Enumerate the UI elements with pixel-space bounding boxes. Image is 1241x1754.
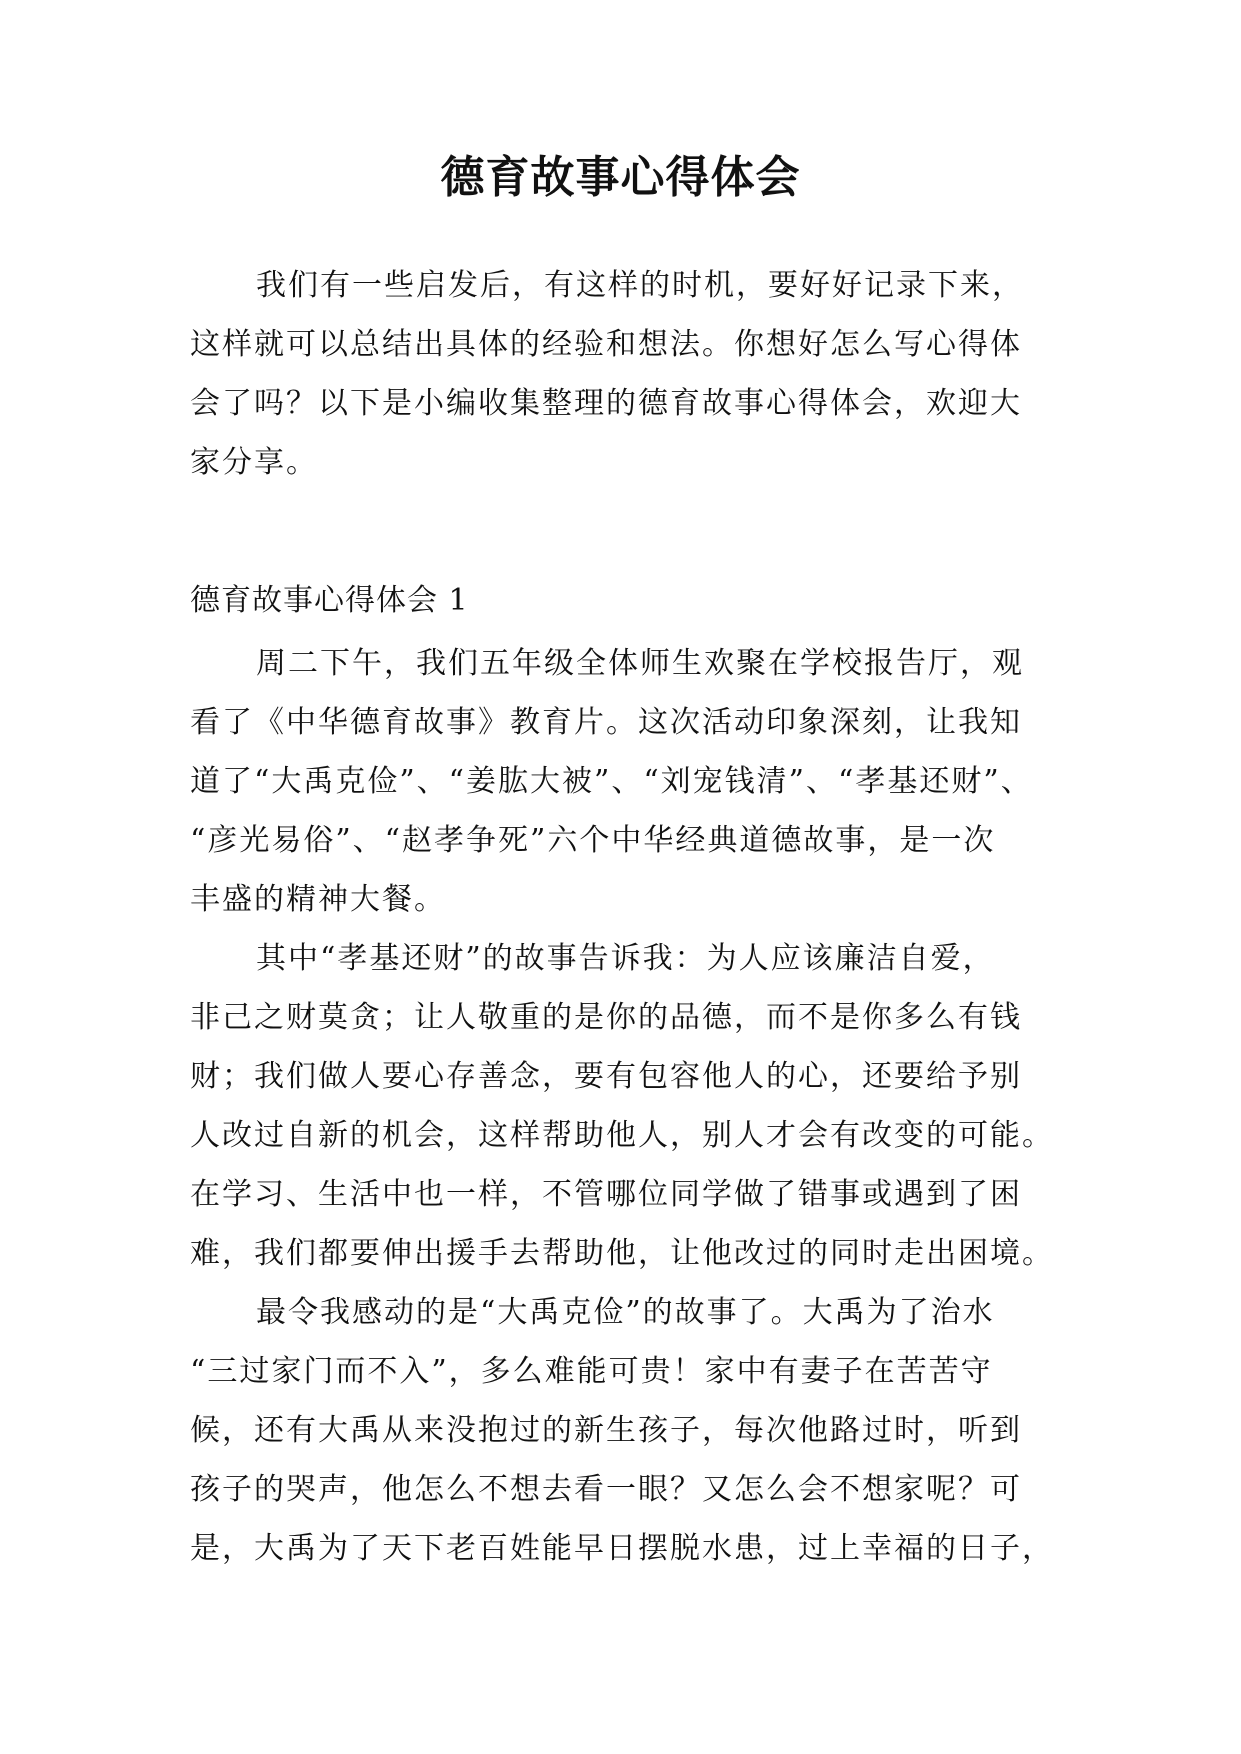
- text-line: 其中“孝基还财”的故事告诉我：为人应该廉洁自爱，: [256, 941, 995, 976]
- paragraph-2: [190, 929, 1054, 1283]
- page-title: 德育故事心得体会: [440, 152, 801, 203]
- text-line: 是，大禹为了天下老百姓能早日摆脱水患，过上幸福的日子，: [190, 1531, 1054, 1566]
- text-line: 非己之财莫贪；让人敬重的是你的品德，而不是你多么有钱: [190, 1000, 1022, 1035]
- text-line: 周二下午，我们五年级全体师生欢聚在学校报告厅，观: [256, 646, 1024, 681]
- text-line: 道了“大禹克俭”、“姜肱大被”、“刘宠钱清”、“孝基还财”、: [190, 764, 1033, 799]
- section-heading: 德育故事心得体会 1: [190, 583, 469, 618]
- text-line: 会了吗？以下是小编收集整理的德育故事心得体会，欢迎大: [190, 386, 1022, 421]
- text-line: 家分享。: [190, 445, 318, 480]
- text-line: 在学习、生活中也一样，不管哪位同学做了错事或遇到了困: [190, 1177, 1022, 1212]
- text-line: 候，还有大禹从来没抱过的新生孩子，每次他路过时，听到: [190, 1413, 1022, 1448]
- text-line: “彦光易俗”、“赵孝争死”六个中华经典道德故事，是一次: [190, 823, 996, 858]
- text-line: 最令我感动的是“大禹克俭”的故事了。大禹为了治水: [256, 1295, 995, 1330]
- text-line: 这样就可以总结出具体的经验和想法。你想好怎么写心得体: [190, 327, 1022, 362]
- intro-paragraph: [190, 256, 1050, 492]
- text-line: 人改过自新的机会，这样帮助他人，别人才会有改变的可能。: [190, 1118, 1054, 1153]
- text-line: 看了《中华德育故事》教育片。这次活动印象深刻，让我知: [190, 705, 1022, 740]
- text-line: 财；我们做人要心存善念，要有包容他人的心，还要给予别: [190, 1059, 1022, 1094]
- text-line: 丰盛的精神大餐。: [190, 882, 446, 917]
- paragraph-3: [190, 1283, 1054, 1578]
- text-line: 我们有一些启发后，有这样的时机，要好好记录下来，: [256, 268, 1024, 303]
- section-heading-block: [190, 574, 1050, 628]
- text-line: 难，我们都要伸出援手去帮助他，让他改过的同时走出困境。: [190, 1236, 1054, 1271]
- text-line: “三过家门而不入”，多么难能可贵！家中有妻子在苦苦守: [190, 1354, 993, 1389]
- paragraph-1: [190, 634, 1050, 929]
- text-line: 孩子的哭声，他怎么不想去看一眼？又怎么会不想家呢？可: [190, 1472, 1022, 1507]
